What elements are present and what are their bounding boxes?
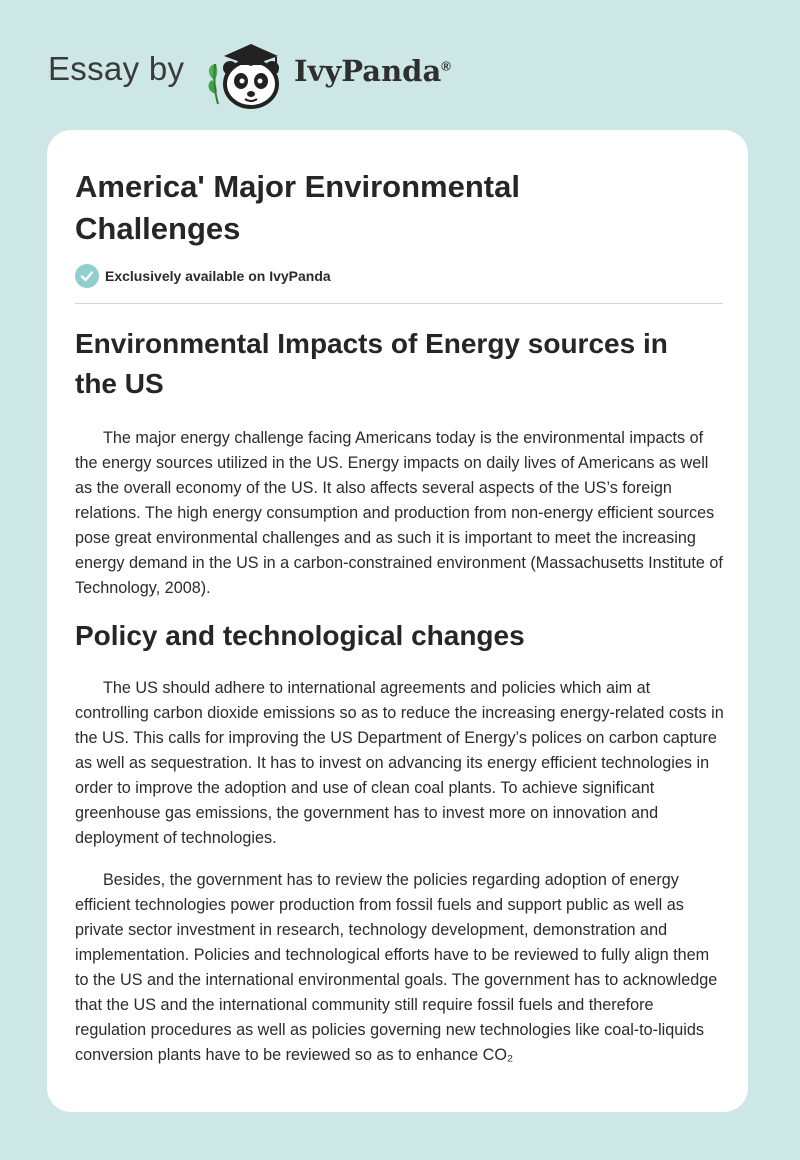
section-heading: Policy and technological changes xyxy=(75,620,525,651)
paragraph: The US should adhere to international agreements and policies which aim at controlling carbon dioxide emissions so as to reduce the increasing energy-related costs in the US. This calls for improving the US Department of Energy’s polices on carbon capture as well as sequestration. It has to invest on advancing its energy efficient technologies in order to improve the adoption and use of clean coal plants. To achieve significant greenhouse gas emissions, the government has to invest more on innovation and deployment of technologies. xyxy=(75,679,724,847)
ivypanda-logo-icon[interactable] xyxy=(202,34,294,110)
brand-name: IvyPanda® xyxy=(294,54,451,88)
paragraph: Besides, the government has to review the policies regarding adoption of energy efficient technologies power production from fossil fuels and support public as well as private sector investment in research, technology development, demonstration and implementation. Policies and technological efforts have to be reviewed to fully align them to the US and the international environmental goals. The government has to acknowledge that the US and the international community still require fossil fuels and therefore regulation procedures as well as policies governing new technologies like coal-to-liquids conversion plants have to be reviewed so as to enhance CO₂ xyxy=(75,871,718,1064)
paragraph: The major energy challenge facing Americans today is the environmental impacts of the energy sources utilized in the US. Energy impacts on daily lives of Americans as well as the overall economy of the US. It also affects several aspects of the US’s foreign relations. The high energy consumption and production from non-energy efficient sources pose great environmental challenges and as such it is important to meet the increasing energy demand in the US in a carbon-constrained environment (Massachusetts Institute of Technology, 2008). xyxy=(75,429,723,597)
essay-card xyxy=(47,130,748,1112)
check-circle-icon xyxy=(75,264,99,288)
exclusive-text: Exclusively available on IvyPanda xyxy=(105,268,331,284)
site-header xyxy=(48,34,508,110)
page-title: America' Major Environmental Challenges xyxy=(75,169,520,246)
brand-prefix: Essay by xyxy=(48,50,185,87)
divider xyxy=(75,303,723,304)
section-heading: Environmental Impacts of Energy sources in the US xyxy=(75,328,668,399)
registered-mark: ® xyxy=(441,58,451,74)
